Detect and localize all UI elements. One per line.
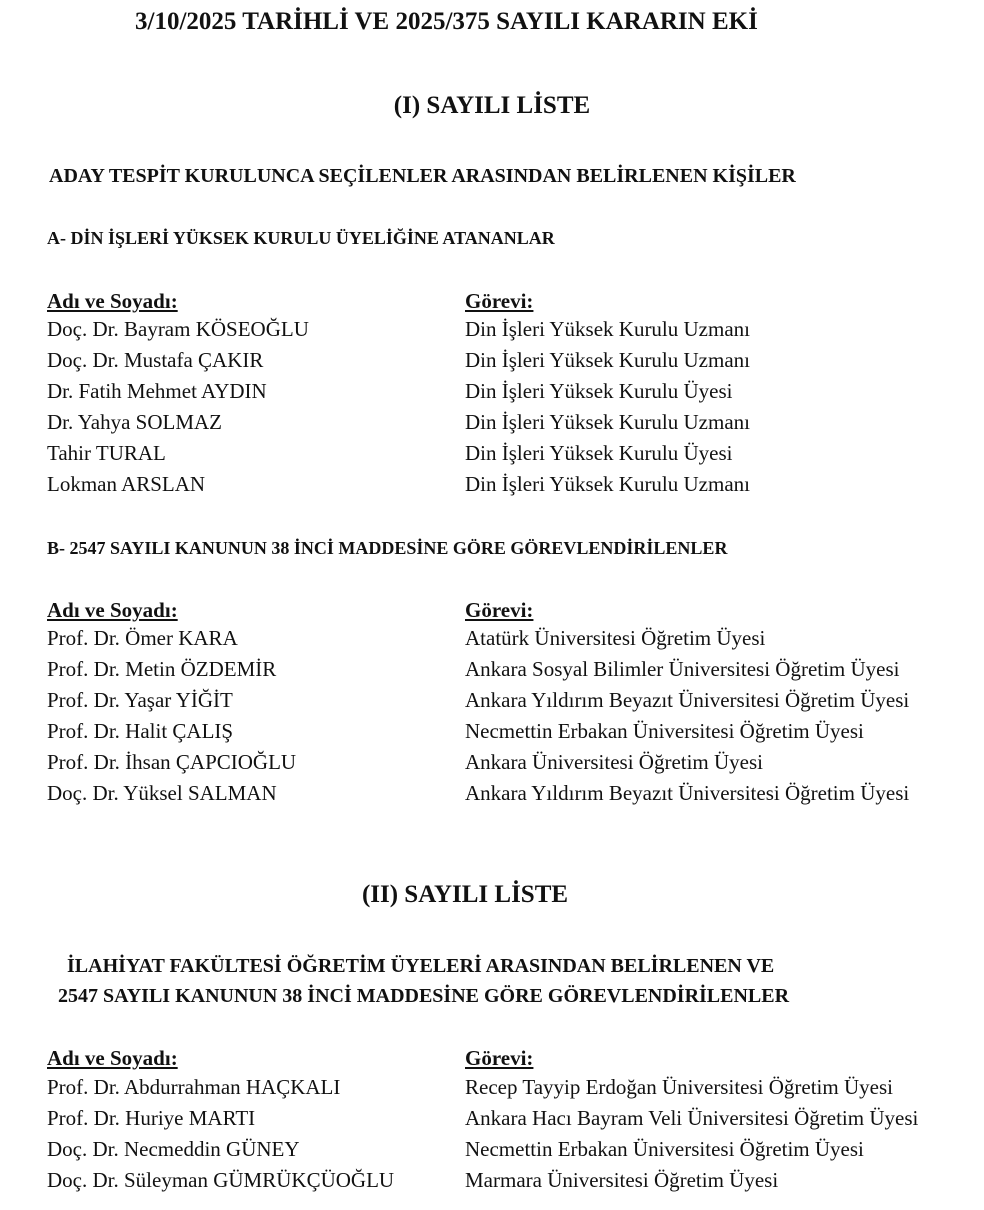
section-a-duty-column-header: Görevi: (465, 289, 534, 313)
table-row (0, 1106, 984, 1137)
person-name: Doç. Dr. Necmeddin GÜNEY (47, 1137, 300, 1161)
section-b-duty-column-header: Görevi: (465, 598, 534, 622)
person-name: Prof. Dr. Ömer KARA (47, 626, 238, 650)
person-duty: Ankara Üniversitesi Öğretim Üyesi (465, 750, 764, 774)
person-duty: Din İşleri Yüksek Kurulu Üyesi (465, 379, 733, 403)
table-row (0, 719, 984, 750)
list-1-title: (I) SAYILI LİSTE (393, 92, 591, 119)
person-name: Doç. Dr. Yüksel SALMAN (47, 781, 277, 805)
person-duty: Din İşleri Yüksek Kurulu Uzmanı (465, 348, 750, 372)
table-row (0, 379, 984, 410)
person-duty: Atatürk Üniversitesi Öğretim Üyesi (465, 626, 766, 650)
person-name: Prof. Dr. Huriye MARTI (47, 1106, 256, 1130)
table-row (0, 1137, 984, 1168)
list-2-heading-line-1: İLAHİYAT FAKÜLTESİ ÖĞRETİM ÜYELERİ ARASINDAN BELİRLENEN VE (67, 955, 775, 977)
person-name: Prof. Dr. İhsan ÇAPCIOĞLU (47, 750, 297, 774)
table-row (0, 410, 984, 441)
person-duty: Din İşleri Yüksek Kurulu Uzmanı (465, 472, 750, 496)
person-name: Dr. Yahya SOLMAZ (47, 410, 223, 434)
person-duty: Din İşleri Yüksek Kurulu Uzmanı (465, 317, 750, 341)
table-row (0, 781, 984, 812)
table-row (0, 750, 984, 781)
list-2-heading-line-2: 2547 SAYILI KANUNUN 38 İNCİ MADDESİNE GÖRE GÖREVLENDİRİLENLER (58, 985, 790, 1007)
person-name: Prof. Dr. Abdurrahman HAÇKALI (47, 1075, 341, 1099)
table-row (0, 348, 984, 379)
table-row (0, 657, 984, 688)
person-name: Dr. Fatih Mehmet AYDIN (47, 379, 267, 403)
table-row (0, 1168, 984, 1199)
person-duty: Din İşleri Yüksek Kurulu Uzmanı (465, 410, 750, 434)
table-row (0, 688, 984, 719)
document-title: 3/10/2025 TARİHLİ VE 2025/375 SAYILI KARARIN EKİ (135, 8, 758, 35)
section-b-title: B- 2547 SAYILI KANUNUN 38 İNCİ MADDESİNE GÖRE GÖREVLENDİRİLENLER (47, 538, 728, 558)
person-name: Prof. Dr. Metin ÖZDEMİR (47, 657, 277, 681)
person-duty: Ankara Hacı Bayram Veli Üniversitesi Öğretim Üyesi (465, 1106, 919, 1130)
person-duty: Necmettin Erbakan Üniversitesi Öğretim Üyesi (465, 1137, 864, 1161)
section-a-name-column-header: Adı ve Soyadı: (47, 289, 178, 313)
list-2-title: (II) SAYILI LİSTE (361, 881, 569, 908)
person-duty: Recep Tayyip Erdoğan Üniversitesi Öğretim Üyesi (465, 1075, 893, 1099)
table-row (0, 441, 984, 472)
person-name: Tahir TURAL (47, 441, 166, 465)
table-row (0, 317, 984, 348)
person-name: Prof. Dr. Halit ÇALIŞ (47, 719, 234, 743)
table-row (0, 626, 984, 657)
person-name: Lokman ARSLAN (47, 472, 206, 496)
person-duty: Ankara Sosyal Bilimler Üniversitesi Öğretim Üyesi (465, 657, 900, 681)
person-duty: Din İşleri Yüksek Kurulu Üyesi (465, 441, 733, 465)
person-name: Prof. Dr. Yaşar YİĞİT (47, 688, 233, 712)
person-name: Doç. Dr. Süleyman GÜMRÜKÇÜOĞLU (47, 1168, 395, 1192)
table-row (0, 1075, 984, 1106)
section-a-title: A- DİN İŞLERİ YÜKSEK KURULU ÜYELİĞİNE ATANANLAR (47, 228, 555, 248)
table-row (0, 472, 984, 503)
person-duty: Necmettin Erbakan Üniversitesi Öğretim Üyesi (465, 719, 864, 743)
list-2-name-column-header: Adı ve Soyadı: (47, 1046, 178, 1070)
person-duty: Ankara Yıldırım Beyazıt Üniversitesi Öğretim Üyesi (465, 781, 910, 805)
list-1-heading: ADAY TESPİT KURULUNCA SEÇİLENLER ARASINDAN BELİRLENEN KİŞİLER (49, 165, 796, 187)
person-duty: Marmara Üniversitesi Öğretim Üyesi (465, 1168, 779, 1192)
person-duty: Ankara Yıldırım Beyazıt Üniversitesi Öğretim Üyesi (465, 688, 910, 712)
person-name: Doç. Dr. Bayram KÖSEOĞLU (47, 317, 309, 341)
person-name: Doç. Dr. Mustafa ÇAKIR (47, 348, 264, 372)
list-2-duty-column-header: Görevi: (465, 1046, 534, 1070)
section-b-name-column-header: Adı ve Soyadı: (47, 598, 178, 622)
